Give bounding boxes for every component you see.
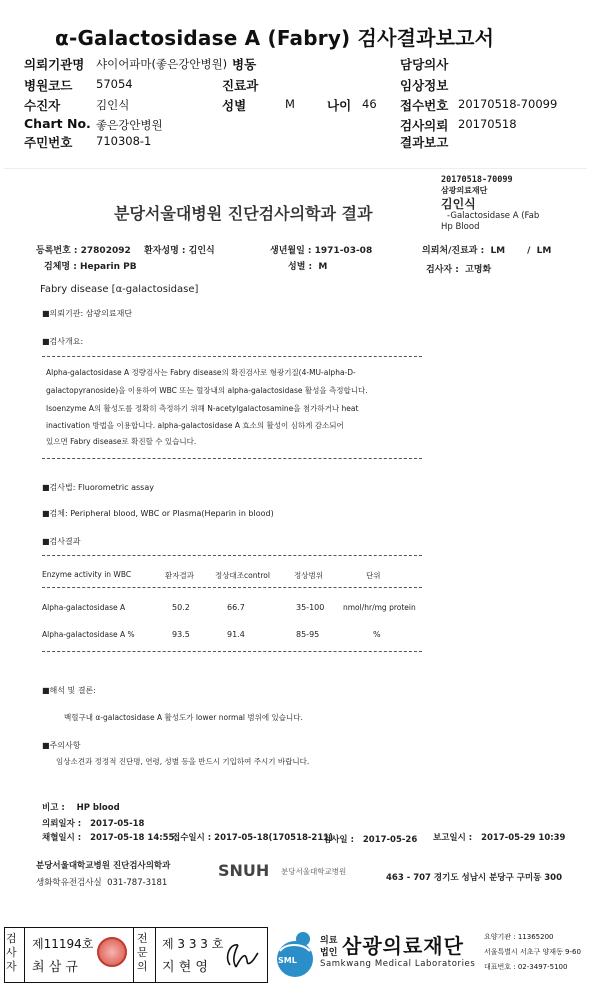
divider [155,927,156,983]
scan-top-test: -Galactosidase A (Fab [447,211,540,221]
header-receipt-label: 접수번호 [400,98,449,113]
table-cell-range: 35-100 [296,603,325,612]
scan-top-name: 김인식 [441,197,476,211]
scan-test-date: 검사일 : 2017-05-26 [323,835,418,845]
table-header-patient: 환자결과 [165,571,194,580]
scan-request-date: 의뢰일자 : 2017-05-18 [42,819,145,829]
divider [133,927,134,983]
scanned-report [4,168,587,913]
scan-top-org: 삼광의료재단 [441,186,488,195]
scan-sec-specimen: ■검체: Peripheral blood, WBC or Plasma(Heparin in blood) [42,509,274,518]
divider [42,356,422,357]
reviewer-name: 지 현 영 [162,960,208,975]
header-institution-value: 샤이어파마(좋은강안병원) [96,57,228,71]
scan-sec-overview: ■검사개요: [42,337,84,346]
table-cell-unit: nmol/hr/mg protein [343,603,416,612]
table-cell-range: 85-95 [296,630,320,639]
divider [42,555,422,556]
examiner-license: 제11194호 [32,937,94,951]
overview-line: inactivation 방법을 이용합니다. alpha-galactosidase A 효소의 활성이 심하게 감소되어 [46,421,344,430]
examiner-label: 검사자 [6,932,17,973]
examiner-name: 최 삼 규 [32,960,78,975]
scan-patient-name: 환자성명 : 김인식 [144,246,215,256]
header-age-label: 나이 [327,98,352,113]
scan-dept-name: 분당서울대학교병원 진단검사의학과 [36,861,171,871]
header-chart-value: 좋은강안병원 [96,118,163,132]
scan-receipt-date: 접수일시 : 2017-05-18(170518-211) [172,833,334,843]
header-ward-label: 병동 [232,57,257,72]
table-header-control: 정상대조control [215,571,270,580]
snuh-logo: SNUH [218,861,270,880]
table-cell-unit: % [373,630,381,639]
table-header-range: 정상범위 [294,571,323,580]
scan-top-id: 20170518-70099 [441,175,513,185]
overview-line: galactopyranoside)을 이용하여 WBC 또는 혈장내의 alpha-galactosidase 활성을 측정합니다. [46,386,368,395]
reviewer-signature-icon [220,935,262,975]
header-resident-label: 주민번호 [24,135,73,150]
divider [42,651,422,652]
header-result-report-label: 결과보고 [400,135,449,150]
scan-sec-institution: ■의뢰기관: 삼광의료재단 [42,309,133,318]
header-request-label: 검사의뢰 [400,118,449,133]
scan-specimen: 검체명 : Heparin PB [44,262,137,272]
org-address: 서울특별시 서초구 양재동 9-60 [484,948,581,956]
scan-dob: 생년월일 : 1971-03-08 [270,246,373,256]
scan-ref-dept: 의뢰처/진료과 : LM / LM [422,246,552,256]
header-resident-value: 710308-1 [96,134,152,148]
scan-collect-date: 채혈일시 : 2017-05-18 14:55 [42,833,175,843]
org-type-bottom: 법인 [320,948,338,958]
header-hospital-code-label: 병원코드 [24,78,73,93]
scan-main-title: 분당서울대병원 진단검사의학과 결과 [114,204,373,223]
header-chart-label: Chart No. [24,116,91,131]
overview-line: Isoenzyme A의 활성도를 정확히 측정하기 위해 N-acetylgalactosamine을 첨가하거나 heat [46,404,359,413]
header-receipt-value: 20170518-70099 [458,97,558,111]
header-clinical-info-label: 임상정보 [400,78,449,93]
examiner-seal-icon [97,937,127,967]
header-institution-label: 의뢰기관명 [24,57,85,72]
header-sex-label: 성별 [222,98,247,113]
table-cell-patient: 50.2 [172,603,190,612]
org-code: 요양기관 : 11365200 [484,933,554,941]
scan-sec-result: ■검사결과 [42,537,81,546]
table-cell-control: 91.4 [227,630,245,639]
table-cell-control: 66.7 [227,603,245,612]
table-header-unit: 단위 [366,571,381,580]
org-name-en: Samkwang Medical Laboratories [320,959,476,969]
org-type-top: 의료 [320,936,338,946]
scan-lab-phone: 생화학유전검사실 031-787-3181 [36,878,168,888]
table-cell-patient: 93.5 [172,630,190,639]
divider [42,458,422,459]
table-cell-name: Alpha-galactosidase A [42,603,126,612]
scan-sec-caution: ■주의사항 [42,741,81,750]
sml-badge: SML [278,956,297,965]
org-name: 삼광의료재단 [342,934,464,958]
scan-report-date: 보고일시 : 2017-05-29 10:39 [433,833,566,843]
scan-sec-interpretation: ■해석 및 결론: [42,686,96,695]
header-sex-value: M [285,97,295,111]
scan-remark: 비고 : HP blood [42,803,120,813]
header-doctor-label: 담당의사 [400,57,449,72]
divider [42,587,422,588]
scan-top-specimen: Hp Blood [441,222,480,232]
scan-sex: 성별 : M [288,262,328,272]
header-age-value: 46 [362,97,377,111]
table-cell-name: Alpha-galactosidase A % [42,630,135,639]
signature-footer [0,925,591,987]
table-header-enzyme: Enzyme activity in WBC [42,570,132,579]
reviewer-label: 전문의 [137,932,148,973]
sml-logo-icon [272,929,318,981]
scan-interpretation: 백혈구내 α-galactosidase A 활성도가 lower normal 범위에 있습니다. [64,713,303,722]
header-hospital-code-value: 57054 [96,77,133,91]
scan-tester: 검사자 : 고명화 [426,265,492,275]
org-phone: 대표번호 : 02-3497-5100 [484,963,568,971]
scan-disease: Fabry disease [α-galactosidase] [40,284,199,295]
snuh-name: 분당서울대학교병원 [281,867,347,876]
divider [24,927,25,983]
header-request-value: 20170518 [458,117,517,131]
reviewer-license: 제 3 3 3 호 [162,937,224,951]
header-patient-value: 김인식 [96,98,130,112]
scan-caution: 임상소견과 정정적 진단명, 연령, 성별 등을 반드시 기입하여 주시기 바랍니다. [56,757,310,766]
scan-address: 463 - 707 경기도 성남시 분당구 구미동 300 [386,873,563,883]
scan-sec-method: ■검사법: Fluorometric assay [42,483,154,492]
header-patient-label: 수진자 [24,98,61,113]
overview-line: 있으면 Fabry disease로 확진할 수 있습니다. [46,437,197,446]
overview-line: Alpha-galactosidase A 정량검사는 Fabry disease의 확진검사로 형광기질(4-MU-alpha-D- [46,368,356,377]
header-dept-label: 진료과 [222,78,259,93]
scan-reg-no: 등록번호 : 27802092 [36,246,131,256]
report-title: α-Galactosidase A (Fabry) 검사결과보고서 [55,26,495,50]
